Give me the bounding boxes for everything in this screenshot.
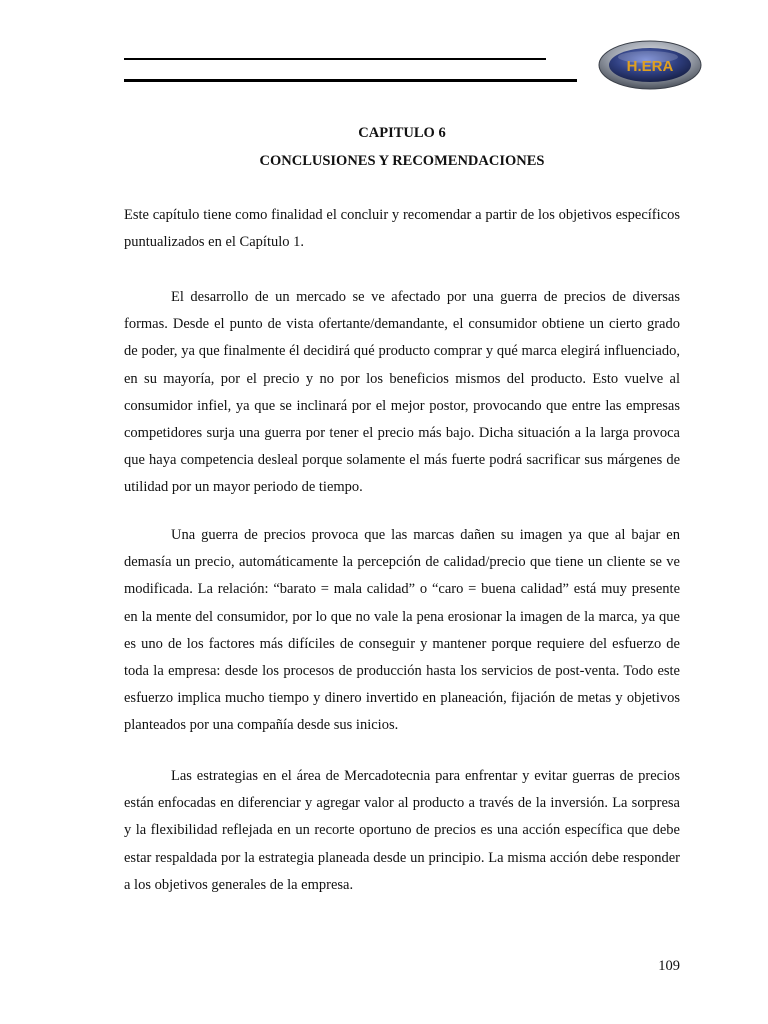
paragraph-price-war-image: Una guerra de precios provoca que las marcas dañen su imagen ya que al bajar en demasía un precio, automáticamente la percepción de calidad/precio que tiene un cliente se ve modificada. La relación: “barato = mala calidad” o “caro = buena calidad” está muy presente en la mente del consumidor, por lo que no vale la pena erosionar la imagen de la marca, ya que es uno de los factores más difíciles de conseguir y mantener porque requiere del esfuerzo de toda la empresa: desde los procesos de producción hasta los servicios de post-venta. Todo este esfuerzo implica mucho tiempo y dinero invertido en planeación, fijación de metas y objetivos planteados por una compañía desde sus inicios. — [124, 527, 680, 734]
logo-text: H.ERA — [626, 58, 674, 75]
header-rule-bottom — [124, 79, 577, 82]
header-rule-top — [124, 58, 546, 60]
page-number: 109 — [658, 958, 680, 974]
paragraph-intro: Este capítulo tiene como finalidad el concluir y recomendar a partir de los objetivos específicos puntualizados en el Capítulo 1. — [124, 207, 680, 251]
paragraph-marketing-strategies: Las estrategias en el área de Mercadotecnia para enfrentar y evitar guerras de precios están enfocadas en diferenciar y agregar valor al producto a través de la inversión. La sorpresa y la flexibilidad reflejada en un recorte oportuno de precios es una acción específica que debe estar respaldada por la estrategia planeada desde un principio. La misma acción debe responder a los objetivos generales de la empresa. — [124, 768, 680, 893]
paragraph-market-development: El desarrollo de un mercado se ve afectado por una guerra de precios de diversas formas. Desde el punto de vista ofertante/demandante, el consumidor obtiene un cierto grado de poder, ya que finalmente él decidirá qué producto comprar y qué marca elegirá influenciado, en su mayoría, por el precio y no por los beneficios mismos del producto. Esto vuelve al consumidor infiel, ya que se inclinará por el mejor postor, provocando que entre las empresas competidores surja una guerra por tener el precio más bajo. Dicha situación a la larga provoca que haya competencia desleal porque solamente el más fuerte podrá sacrificar sus márgenes de utilidad por un mayor periodo de tiempo. — [124, 289, 680, 496]
chapter-title: CONCLUSIONES Y RECOMENDACIONES — [259, 153, 545, 169]
chapter-number: CAPITULO 6 — [358, 125, 446, 141]
hera-logo — [598, 40, 702, 90]
